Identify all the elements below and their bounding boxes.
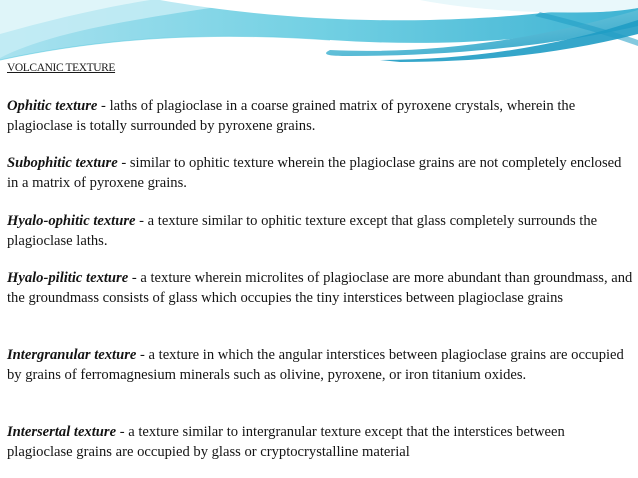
header-wave-graphic (0, 0, 638, 66)
texture-definition-ophitic (7, 97, 633, 136)
texture-description: - laths of plagioclase in a coarse grained matrix of pyroxene crystals, wherein the plagioclase is totally surrounded by pyroxene grains. (7, 98, 576, 134)
texture-description: - a texture in which the angular interstices between plagioclase grains are occupied by grains of ferromagnesium minerals such as olivine, pyroxene, or iron titanium oxides. (7, 347, 624, 383)
texture-term: Hyalo-pilitic texture (7, 270, 129, 286)
slide-heading: VOLCANIC TEXTURE (7, 62, 116, 74)
texture-description: - a texture wherein microlites of plagioclase are more abundant than groundmass, and the groundmass consists of glass which occupies the tiny interstices between plagioclase grains (7, 270, 633, 306)
texture-term: Hyalo-ophitic texture (7, 213, 136, 229)
texture-definition-subophitic (7, 154, 633, 193)
texture-description: - similar to ophitic texture wherein the plagioclase grains are not completely enclosed in a matrix of pyroxene grains. (7, 155, 622, 191)
texture-description: - a texture similar to ophitic texture except that glass completely surrounds the plagioclase laths. (7, 213, 598, 249)
texture-term: Intergranular texture (7, 347, 137, 363)
texture-definition-intersertal (7, 423, 633, 462)
texture-term: Intersertal texture (7, 424, 117, 440)
texture-term: Subophitic texture (7, 155, 118, 171)
texture-definition-hyalo-ophitic (7, 212, 633, 251)
texture-definition-intergranular (7, 346, 633, 385)
texture-term: Ophitic texture (7, 98, 98, 114)
texture-description: - a texture similar to intergranular texture except that the interstices between plagioclase grains are occupied by glass or cryptocrystalline material (7, 424, 565, 460)
texture-definition-hyalo-pilitic (7, 269, 633, 308)
